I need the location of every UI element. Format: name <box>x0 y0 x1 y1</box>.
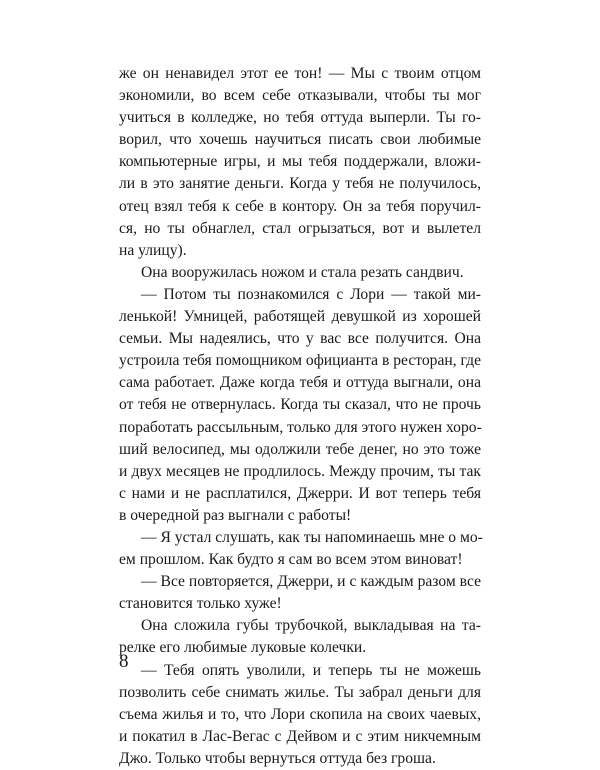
text-line: в очередной раз выгнали с работы! <box>119 506 352 524</box>
text-line: — Потом ты познакомился с Лори — такой ми- <box>141 285 481 303</box>
text-line: съема жилья и то, что Лори скопила на своих чаевых, <box>119 705 481 723</box>
text-line: и покатил в Лас-Вегас с Дейвом и с этим никчемным <box>119 727 481 745</box>
text-line: ся, но ты обнаглел, стал огрызаться, вот и вылетел <box>119 219 481 237</box>
text-line: ворил, что хочешь научиться писать свои любимые <box>119 131 481 149</box>
text-line: и двух месяцев не продлилось. Между прочим, ты так <box>119 462 481 480</box>
text-line: учиться в колледже, но тебя оттуда выперли. Ты го- <box>119 109 481 127</box>
text-line: позволить себе снимать жилье. Ты забрал деньги для <box>119 683 481 701</box>
text-line: компьютерные игры, и мы тебя поддержали, вложи- <box>119 153 481 171</box>
text-line: сама работает. Даже когда тебя и оттуда выгнали, она <box>119 374 481 392</box>
text-line: Джо. Только чтобы вернуться оттуда без гроша. <box>119 749 436 767</box>
text-line: ли в это занятие деньги. Когда у тебя не получилось, <box>119 175 481 193</box>
text-line: семьи. Мы надеялись, что у вас все получится. Она <box>119 330 481 348</box>
text-line: ем прошлом. Как будто я сам во всем этом виноват! <box>119 551 463 569</box>
text-line: экономили, во всем себе отказывали, чтобы ты мог <box>119 87 481 105</box>
text-line: устроила тебя помощником официанта в ресторан, где <box>119 352 481 370</box>
text-line: — Я устал слушать, как ты напоминаешь мне о мо- <box>141 528 483 546</box>
body-text <box>119 63 481 770</box>
text-line: Она сложила губы трубочкой, выкладывая на та- <box>141 617 481 635</box>
text-line: на улицу). <box>119 241 187 259</box>
text-line: отец взял тебя к себе в контору. Он за тебя поручил- <box>119 197 481 215</box>
text-line: ленькой! Умницей, работящей девушкой из хорошей <box>119 308 481 326</box>
text-line: от тебя не отвернулась. Когда ты сказал, что не прочь <box>119 396 481 414</box>
text-line: релке его любимые луковые колечки. <box>119 639 367 657</box>
text-line: ший велосипед, мы одолжили тебе денег, но это тоже <box>119 440 481 458</box>
page-number: 8 <box>119 651 129 672</box>
text-line: — Тебя опять уволили, и теперь ты не можешь <box>141 661 481 679</box>
text-line: же он ненавидел этот ее тон! — Мы с твоим отцом <box>119 65 481 82</box>
text-line: Она вооружилась ножом и стала резать сандвич. <box>141 263 464 281</box>
text-line: — Все повторяется, Джерри, и с каждым разом все <box>141 573 481 591</box>
text-line: поработать рассыльным, только для этого нужен хоро- <box>119 418 482 436</box>
text-line: с нами и не расплатился, Джерри. И вот теперь тебя <box>119 484 481 502</box>
text-line: становится только хуже! <box>119 595 282 613</box>
